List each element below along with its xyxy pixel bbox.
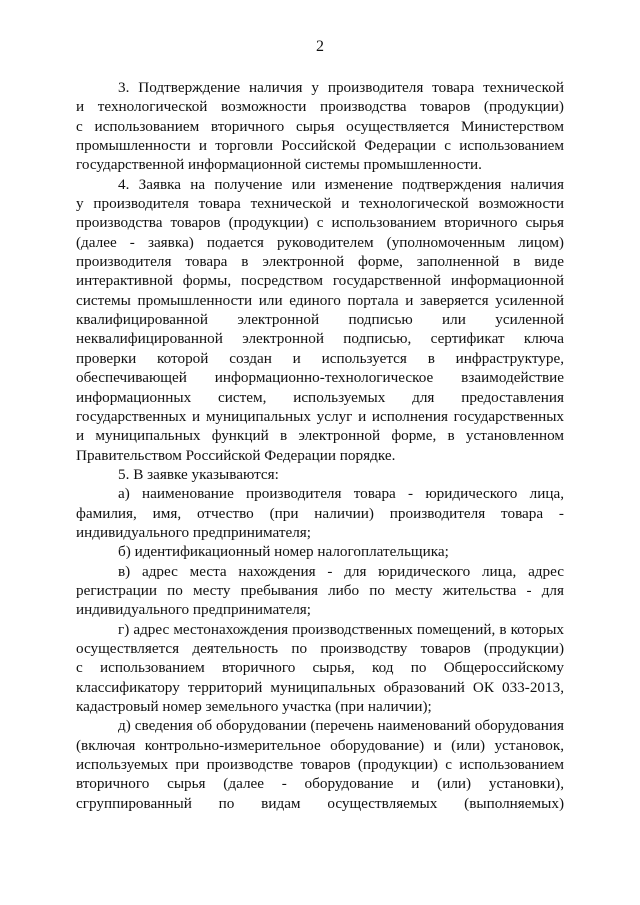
paragraph-p5 — [76, 465, 564, 484]
text-line: вторичного сырья (далее - оборудование и (или) установки), — [76, 775, 564, 793]
document-body — [76, 78, 564, 813]
text-line: кадастровый номер земельного участка (при наличии); — [76, 698, 432, 715]
paragraph-p5d — [76, 716, 564, 813]
text-line: б) идентификационный номер налогоплательщика; — [118, 543, 449, 561]
text-line: государственной информационной системы промышленности. — [76, 156, 482, 174]
text-line: классификатору территорий муниципальных образований ОК 033-2013, — [76, 678, 564, 696]
text-line: (далее - заявка) подается руководителем (уполномоченным лицом) — [76, 233, 564, 251]
text-line: с использованием вторичного сырья осуществляется Министерством — [76, 117, 564, 135]
text-line: осуществляется деятельность по производству товаров (продукции) — [76, 639, 564, 657]
paragraph-p5g — [76, 620, 564, 717]
paragraph-p4 — [76, 175, 564, 465]
text-line: неквалифицированной электронной подписью, сертификат ключа — [76, 330, 564, 348]
text-line: используемых при производстве товаров (продукции) с использованием — [76, 756, 564, 774]
text-line: д) сведения об оборудовании (перечень наименований оборудования — [118, 717, 564, 735]
text-line: 5. В заявке указываются: — [118, 465, 279, 483]
text-line: и технологической возможности производства товаров (продукции) — [76, 98, 564, 116]
text-line: у производителя товара технической и технологической возможности — [76, 195, 564, 213]
page-number: 2 — [316, 38, 324, 55]
text-line: регистрации по месту пребывания либо по месту жительства - для — [76, 581, 564, 599]
text-line: производителя товара в электронной форме, заполненной в виде — [76, 253, 564, 271]
text-line: 3. Подтверждение наличия у производителя товара технической — [118, 79, 564, 96]
text-line: 4. Заявка на получение или изменение подтверждения наличия — [118, 175, 564, 193]
text-line: государственных и муниципальных услуг и исполнения государственных — [76, 407, 564, 425]
text-line: фамилия, имя, отчество (при наличии) производителя товара - — [76, 504, 564, 522]
text-line: квалифицированной электронной подписью или усиленной — [76, 311, 564, 329]
paragraph-p3 — [76, 78, 564, 175]
text-line: (включая контрольно-измерительное оборудование) и (или) установок, — [76, 736, 564, 754]
text-line: информационных систем, используемых для предоставления — [76, 388, 564, 406]
text-line: производства товаров (продукции) с использованием вторичного сырья — [76, 214, 564, 232]
text-line: обеспечивающей информационно-технологическое взаимодействие — [76, 369, 564, 387]
paragraph-p5v — [76, 562, 564, 620]
text-line: г) адрес местонахождения производственных помещений, в которых — [118, 620, 564, 638]
text-line: промышленности и торговли Российской Федерации с использованием — [76, 137, 564, 155]
text-line: и муниципальных функций в электронной форме, в установленном — [76, 427, 564, 445]
text-line: системы промышленности или единого портала и заверяется усиленной — [76, 291, 564, 309]
text-line: с использованием вторичного сырья, код по Общероссийскому — [76, 659, 564, 677]
text-line: в) адрес места нахождения - для юридического лица, адрес — [118, 562, 564, 580]
text-line: сгруппированный по видам осуществляемых (выполняемых) — [76, 794, 564, 812]
text-line: интерактивной формы, посредством государственной информационной — [76, 272, 564, 290]
paragraph-p5b — [76, 542, 564, 561]
paragraph-p5a — [76, 484, 564, 542]
text-line: индивидуального предпринимателя; — [76, 601, 311, 619]
text-line: Правительством Российской Федерации порядке. — [76, 446, 396, 464]
text-line: индивидуального предпринимателя; — [76, 523, 311, 541]
text-line: а) наименование производителя товара - юридического лица, — [118, 485, 564, 503]
text-line: проверки которой создан и используется в инфраструктуре, — [76, 349, 564, 367]
